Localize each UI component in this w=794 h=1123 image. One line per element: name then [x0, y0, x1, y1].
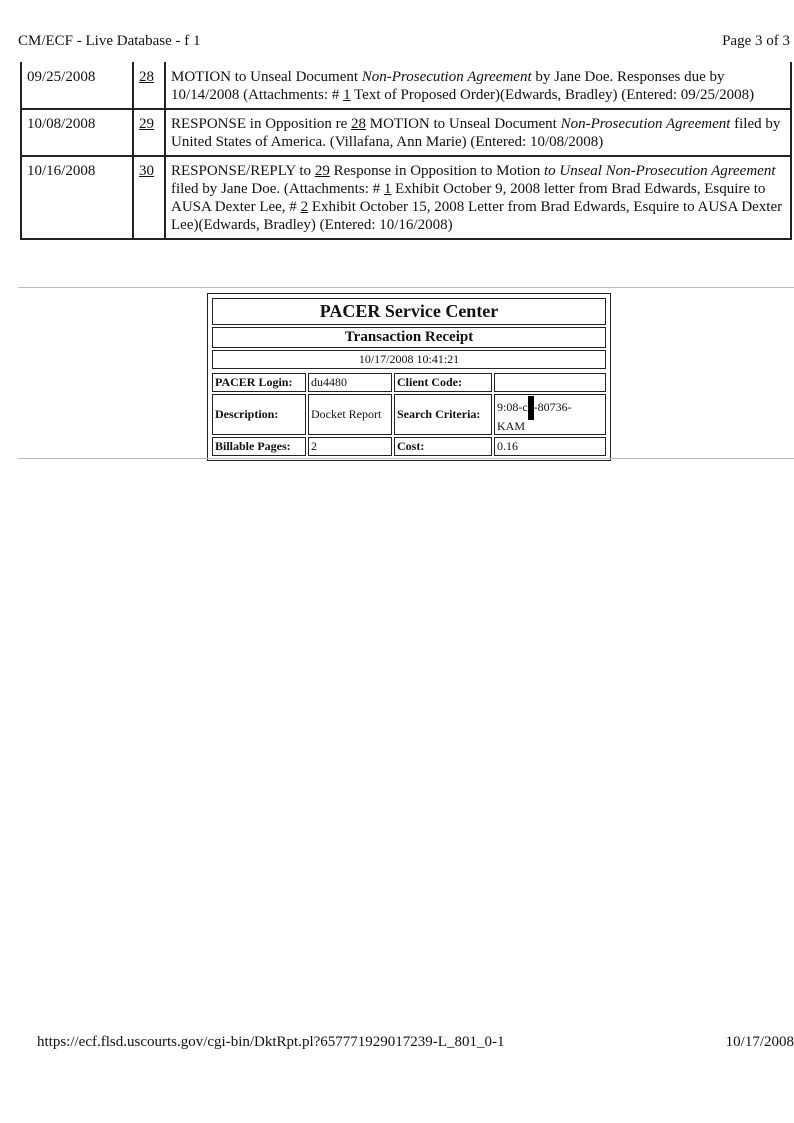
attachment-link[interactable]: 2 — [300, 199, 309, 215]
cost-label: Cost: — [394, 437, 492, 456]
attachment-link[interactable]: 1 — [343, 87, 351, 103]
entry-number-link[interactable]: 30 — [133, 156, 165, 239]
pages-label: Billable Pages: — [212, 437, 306, 456]
table-row — [21, 62, 791, 109]
receipt-title: PACER Service Center — [212, 298, 606, 325]
entry-number-link[interactable]: 28 — [133, 62, 165, 109]
page-url: https://ecf.flsd.uscourts.gov/cgi-bin/DktRpt.pl?657771929017239-L_801_0-1 — [37, 1034, 505, 1050]
page-number: Page 3 of 3 — [722, 33, 790, 49]
table-row — [21, 109, 791, 156]
table-row — [212, 437, 606, 456]
pages-value: 2 — [308, 437, 392, 456]
table-row — [212, 373, 606, 392]
client-label: Client Code: — [394, 373, 492, 392]
attachment-link[interactable]: 1 — [383, 181, 392, 197]
description-value: Docket Report — [308, 394, 392, 435]
print-date: 10/17/2008 — [725, 1034, 794, 1050]
entry-text: RESPONSE/REPLY to 29 Response in Opposition to Motion to Unseal Non-Prosecution Agreement filed by Jane Doe. (Attachments: # 1 Exhibit October 9, 2008 letter from Brad Edwards, Esquire to AUSA Dexter Lee, # 2 Exhibit October 15, 2008 Letter from Brad Edwards, Esquire to AUSA Dexter Lee)(Edwards, Bradley) (Entered: 10/16/2008) — [165, 156, 791, 239]
login-value: du4480 — [308, 373, 392, 392]
receipt-subtitle: Transaction Receipt — [212, 327, 606, 348]
login-label: PACER Login: — [212, 373, 306, 392]
table-row — [212, 394, 606, 435]
divider — [18, 287, 794, 288]
entry-reference-link[interactable]: 28 — [351, 116, 367, 132]
entry-text: MOTION to Unseal Document Non-Prosecution Agreement by Jane Doe. Responses due by 10/14/2008 (Attachments: # 1 Text of Proposed Order)(Edwards, Bradley) (Entered: 09/25/2008) — [165, 62, 791, 109]
table-row — [21, 156, 791, 239]
entry-text: RESPONSE in Opposition re 28 MOTION to Unseal Document Non-Prosecution Agreement filed by United States of America. (Villafana, Ann Marie) (Entered: 10/08/2008) — [165, 109, 791, 156]
client-value — [494, 373, 606, 392]
criteria-value: 9:08-c -80736- KAM — [494, 394, 606, 435]
entry-date: 10/16/2008 — [21, 156, 133, 239]
criteria-label: Search Criteria: — [394, 394, 492, 435]
receipt-table — [210, 371, 608, 458]
receipt-datetime: 10/17/2008 10:41:21 — [212, 350, 606, 369]
entry-reference-link[interactable]: 29 — [314, 163, 330, 179]
cost-value: 0.16 — [494, 437, 606, 456]
divider — [18, 458, 794, 459]
entry-date: 09/25/2008 — [21, 62, 133, 109]
header-title: CM/ECF - Live Database - f 1 — [18, 33, 201, 49]
entry-number-link[interactable]: 29 — [133, 109, 165, 156]
docket-table — [20, 62, 792, 240]
transaction-receipt — [207, 293, 611, 461]
entry-date: 10/08/2008 — [21, 109, 133, 156]
description-label: Description: — [212, 394, 306, 435]
